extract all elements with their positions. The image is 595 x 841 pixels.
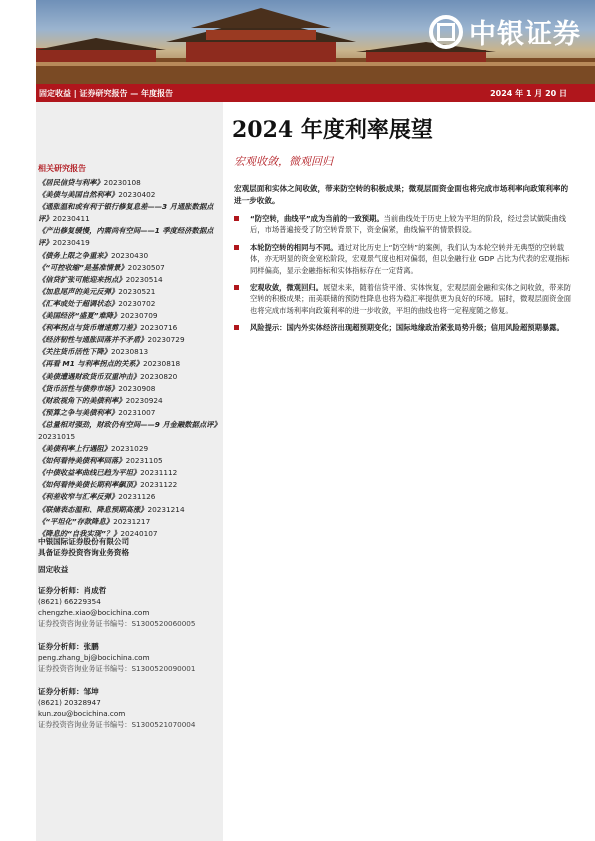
analyst-phone: (8621) 66229354 <box>38 597 101 606</box>
header-banner <box>36 0 595 84</box>
report-title: 《降息的“自我实现”？》 <box>38 528 121 538</box>
report-title: 《经济韧性与通胀回落并不矛盾》 <box>38 335 148 345</box>
report-title: 《信贷扩张可能迎来拐点》 <box>38 274 126 284</box>
analyst-email[interactable]: peng.zhang_bj@bocichina.com <box>38 653 150 662</box>
report-list-item[interactable] <box>38 286 223 298</box>
report-date: 20231126 <box>118 492 156 502</box>
report-date: 20231007 <box>118 407 156 417</box>
report-date: 20231122 <box>140 480 178 490</box>
report-title: 《预算之争与美债利率》 <box>38 407 119 417</box>
bullet-square-icon <box>234 245 239 250</box>
report-list-item[interactable] <box>38 491 223 503</box>
report-title: 《如何看待美债长期利率飙顶》 <box>38 480 141 490</box>
report-date: 20230709 <box>120 311 158 321</box>
analyst-card <box>38 585 223 629</box>
analyst-name: 证券分析师：张鹏 <box>38 642 99 651</box>
report-title: 《“平坦化”存款降息》 <box>38 516 114 526</box>
report-title: 《中债收益率曲线已趋为平坦》 <box>38 468 141 478</box>
bullet-body: 当前曲线处于历史上较为平坦的阶段，经过尝试做陡曲线后，市场普遍接受了防空转背景下，资金偏紧，曲线偏平的情景假设。 <box>250 214 567 235</box>
bullet-lead: “防空转，曲线平”成为当前的一致预期。 <box>250 214 384 223</box>
report-list-item[interactable] <box>38 479 223 491</box>
report-title: 《再看 M1 与利率拐点的关系》 <box>38 359 143 369</box>
analyst-card <box>38 641 223 674</box>
report-date: 20240107 <box>120 528 158 538</box>
bullet-item <box>234 322 574 333</box>
key-points <box>234 213 574 340</box>
bullet-item <box>234 282 574 316</box>
analyst-card <box>38 686 223 730</box>
report-date: 20230430 <box>110 250 149 260</box>
report-title: 《美债利率上行遇阻》 <box>38 444 111 454</box>
related-reports <box>38 163 223 540</box>
report-list-item[interactable] <box>38 334 223 346</box>
analyst-phone: (8621) 20328947 <box>38 698 101 707</box>
report-date: 20231112 <box>140 468 178 478</box>
report-title: 《总量相对强劲，财政仍有空间——9 月金融数据点评》 <box>38 419 221 429</box>
report-date: 20231217 <box>113 516 151 526</box>
report-title: 《美债遭遇财政货币双重冲击》 <box>38 371 141 381</box>
report-list-item[interactable] <box>38 201 223 225</box>
related-reports-title: 相关研究报告 <box>38 164 86 173</box>
report-title: 《利差收窄与汇率反弹》 <box>38 492 119 502</box>
report-tags: 固定收益 | 证券研究报告 — 年度报告 <box>39 89 174 98</box>
report-date: 20230908 <box>118 383 156 393</box>
report-date: 20230924 <box>125 395 163 405</box>
report-list-item[interactable] <box>38 262 223 274</box>
bullet-item <box>234 213 574 236</box>
org-department: 固定收益 <box>38 565 69 574</box>
report-list-item[interactable] <box>38 407 223 419</box>
report-title: 《如何看待美债利率回落》 <box>38 456 126 466</box>
page-title: 2024 年度利率展望 <box>232 117 433 143</box>
analyst-email[interactable]: chengzhe.xiao@bocichina.com <box>38 608 150 617</box>
report-list-item[interactable] <box>38 189 223 201</box>
org-qualification: 具备证券投资咨询业务资格 <box>38 548 130 557</box>
report-list-item[interactable] <box>38 322 223 334</box>
brand-name: 中银证券 <box>469 19 581 50</box>
report-date: 20230507 <box>127 262 165 272</box>
org-info <box>38 536 223 575</box>
analyst-name: 证券分析师：肖成哲 <box>38 586 107 595</box>
report-list-item[interactable] <box>38 371 223 383</box>
analyst-name: 证券分析师：邹坤 <box>38 687 99 696</box>
report-list-item[interactable] <box>38 467 223 479</box>
bank-logo-icon <box>429 15 463 49</box>
report-list-item[interactable] <box>38 516 223 528</box>
report-date: 20231015 <box>38 431 76 441</box>
report-list-item[interactable] <box>38 177 223 189</box>
analyst-cert: 证券投资咨询业务证书编号：S1300521070004 <box>38 720 196 729</box>
bullet-lead: 本轮防空转的相同与不同。 <box>250 242 338 252</box>
bullet-square-icon <box>234 216 239 221</box>
report-list-item[interactable] <box>38 383 223 395</box>
report-date: 20230521 <box>118 286 156 296</box>
report-date: 2024 年 1 月 20 日 <box>490 89 567 98</box>
bullet-lead: 风险提示：国内外实体经济出现超预期变化；国际地缘政治紧张局势升级；信用风险超预期暴露。 <box>250 323 564 333</box>
report-title: 《债务上限之争重来》 <box>38 250 111 260</box>
report-date: 20230818 <box>142 359 181 369</box>
analyst-cert: 证券投资咨询业务证书编号：S1300520090001 <box>38 664 196 673</box>
report-title: 《产出修复缓慢，内需尚有空间——1 季度经济数据点评》 <box>38 226 214 248</box>
report-info-bar <box>36 84 595 102</box>
report-list-item[interactable] <box>38 225 223 249</box>
brand-logo <box>429 12 581 51</box>
analyst-email[interactable]: kun.zou@bocichina.com <box>38 709 126 718</box>
report-list-item[interactable] <box>38 358 223 370</box>
report-title: 《联储表态温和、降息预期高涨》 <box>38 504 148 514</box>
report-date: 20230813 <box>110 347 149 357</box>
report-title: 《美债与美国自然利率》 <box>38 190 119 200</box>
bullet-body: 通过对比历史上“防空转”的案例，我们认为本轮空转并无典型的空转载体，亦无明显的资金宽松阶段，宏观景气度也相对偏弱，但以金融行业 GDP 占比为代表的宏观指标同样偏高，显示金融指标和实体指标存在一定背离。 <box>250 242 570 275</box>
report-title: 《居民信贷与利率》 <box>38 178 104 187</box>
report-list-item[interactable] <box>38 395 223 407</box>
report-title: 《通胀温和或有利于银行修复息差——3 月通胀数据点评》 <box>38 202 214 224</box>
report-title: 《利率拐点与货币增速剪刀差》 <box>38 323 141 333</box>
report-title: 《财政视角下的美债利率》 <box>38 395 126 405</box>
report-list-item[interactable] <box>38 274 223 286</box>
report-date: 20230820 <box>140 371 178 381</box>
report-list-item[interactable] <box>38 310 223 322</box>
report-list-item[interactable] <box>38 298 223 310</box>
report-title: 《货币活性与债券市场》 <box>38 383 119 393</box>
report-list <box>38 177 223 540</box>
report-title: 《关注货币活性下降》 <box>38 347 111 357</box>
bullet-body: 展望未来，随着信贷平滑、实体恢复，宏观层面金融和实体之间收敛，带来防空转的积极成果；而美联储的预防性降息也将为稳汇率提供更为良好的环境。届时，微观层面资金面也将完成市场利率向政策利率的进一步收敛，平坦的曲线也将一定程度随之修复。 <box>250 283 572 315</box>
report-list-item[interactable] <box>38 455 223 467</box>
report-date: 20230702 <box>118 298 156 308</box>
report-date: 20230514 <box>125 274 163 284</box>
report-list-item[interactable] <box>38 443 223 455</box>
bullet-lead: 宏观收敛，微观回归。 <box>250 283 323 293</box>
report-list-item[interactable] <box>38 346 223 358</box>
bullet-square-icon <box>234 285 239 290</box>
report-date: 20230419 <box>52 238 90 248</box>
summary-paragraph: 宏观层面和实体之间收敛，带来防空转的积极成果；微观层面资金面也将完成市场利率向政策利率的进一步收敛。 <box>234 184 569 205</box>
bullet-item <box>234 242 574 276</box>
org-name: 中银国际证券股份有限公司 <box>38 537 130 546</box>
report-title: 《加息尾声的美元反弹》 <box>38 286 119 296</box>
report-list-item[interactable] <box>38 419 223 443</box>
report-title: 《美国经济“盛夏”难降》 <box>38 311 121 321</box>
page-subtitle: 宏观收敛，微观回归 <box>234 155 333 168</box>
report-title: 《汇率或处于超调状态》 <box>38 298 119 308</box>
report-date: 20231105 <box>125 456 163 466</box>
report-list-item[interactable] <box>38 250 223 262</box>
report-date: 20231029 <box>110 444 149 454</box>
report-title: 《“可控收缩”是基准情景》 <box>38 262 128 272</box>
report-date: 20230402 <box>118 190 156 200</box>
report-date: 20230716 <box>140 323 178 333</box>
analyst-cert: 证券投资咨询业务证书编号：S1300520060005 <box>38 619 196 628</box>
report-list-item[interactable] <box>38 504 223 516</box>
report-date: 20230108 <box>103 178 141 187</box>
report-date: 20231214 <box>147 504 185 514</box>
bullet-square-icon <box>234 325 239 330</box>
report-date: 20230411 <box>52 214 90 224</box>
report-date: 20230729 <box>147 335 185 345</box>
analyst-list <box>38 585 223 730</box>
